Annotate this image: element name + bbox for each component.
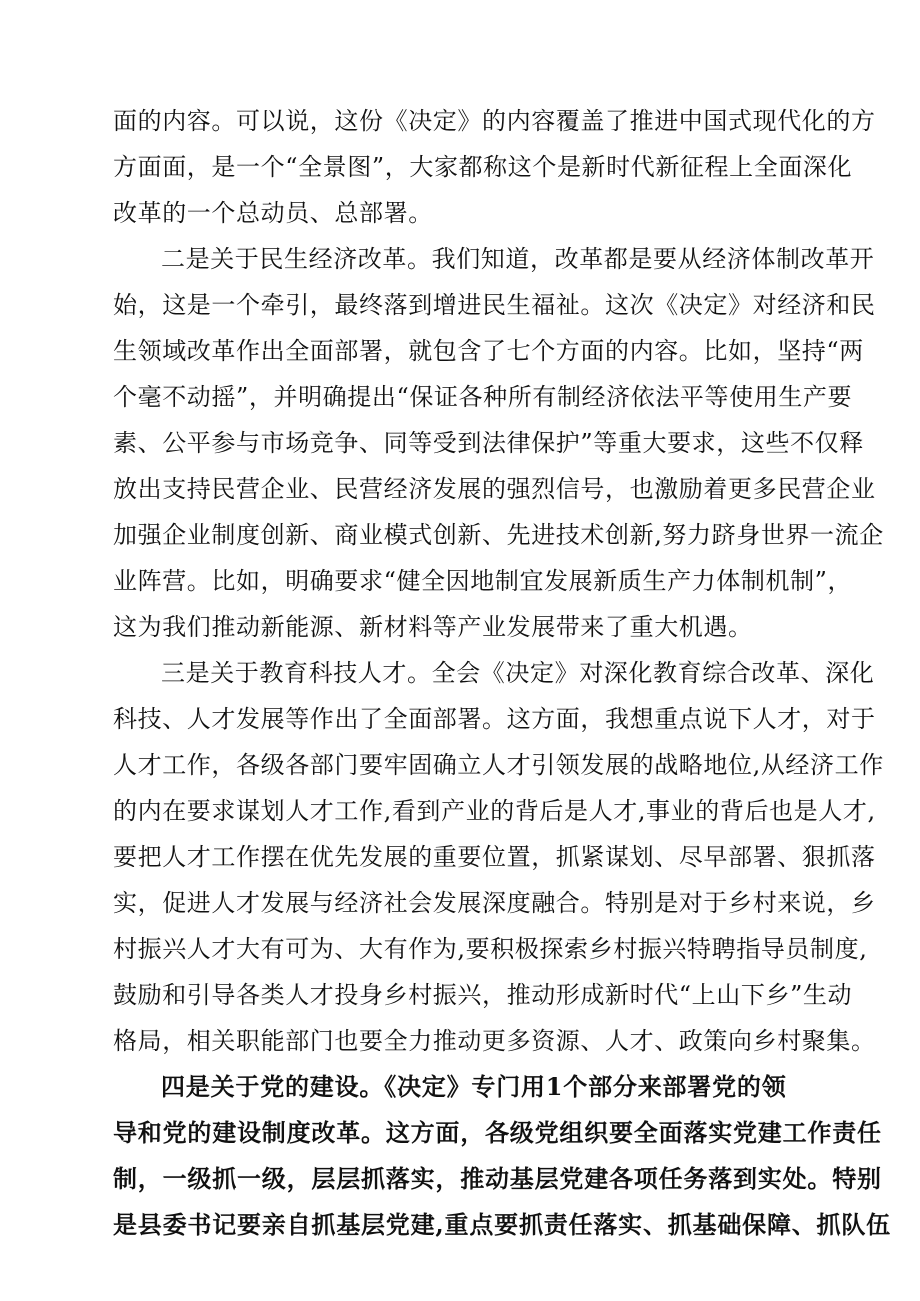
paragraph-line: 实，促进人才发展与经济社会发展深度融合。特别是对于乡村来说，乡 bbox=[113, 889, 876, 917]
paragraph-line: 科技、人才发展等作出了全面部署。这方面，我想重点说下人才，对于 bbox=[113, 705, 876, 733]
paragraph-line: 加强企业制度创新、商业模式创新、先进技术创新,努力跻身世界一流企 bbox=[113, 521, 884, 549]
paragraph-line: 生领域改革作出全面部署，就包含了七个方面的内容。比如，坚持“两 bbox=[113, 337, 864, 365]
paragraph-line: 面的内容。可以说，这份《决定》的内容覆盖了推进中国式现代化的方 bbox=[113, 107, 876, 135]
paragraph-line: 格局，相关职能部门也要全力推动更多资源、人才、政策向乡村聚集。 bbox=[113, 1027, 876, 1055]
paragraph-line: 业阵营。比如，明确要求“健全因地制宜发展新质生产力体制机制”， bbox=[113, 567, 853, 595]
paragraph-4 bbox=[113, 1064, 891, 1248]
paragraph-line: 人才工作，各级各部门要牢固确立人才引领发展的战略地位,从经济工作 bbox=[113, 751, 884, 779]
paragraph-line: 四是关于党的建设。《决定》专门用1个部分来部署党的领 bbox=[161, 1072, 787, 1101]
paragraph-line: 改革的一个总动员、总部署。 bbox=[113, 199, 433, 227]
paragraph-line: 方面面，是一个“全景图”，大家都称这个是新时代新征程上全面深化 bbox=[113, 153, 853, 181]
paragraph-line: 要把人才工作摆在优先发展的重要位置，抓紧谋划、尽早部署、狠抓落 bbox=[113, 843, 876, 871]
paragraph-line: 是县委书记要亲自抓基层党建,重点要抓责任落实、抓基础保障、抓队伍 bbox=[113, 1210, 891, 1239]
paragraph-line: 素、公平参与市场竞争、同等受到法律保护”等重大要求，这些不仅释 bbox=[113, 429, 864, 457]
paragraph-line: 的内在要求谋划人才工作,看到产业的背后是人才,事业的背后也是人才, bbox=[113, 797, 876, 825]
document-body bbox=[113, 98, 891, 1248]
paragraph-2 bbox=[113, 236, 884, 650]
paragraph-line: 二是关于民生经济改革。我们知道，改革都是要从经济体制改革开 bbox=[161, 245, 875, 273]
paragraph-line: 始，这是一个牵引，最终落到增进民生福祉。这次《决定》对经济和民 bbox=[113, 291, 876, 319]
paragraph-line: 放出支持民营企业、民营经济发展的强烈信号，也激励着更多民营企业 bbox=[113, 475, 876, 503]
paragraph-line: 个毫不动摇”，并明确提出“保证各种所有制经济依法平等使用生产要 bbox=[113, 383, 853, 411]
paragraph-3 bbox=[113, 650, 884, 1064]
paragraph-1 bbox=[113, 98, 876, 236]
paragraph-line: 制，一级抓一级，层层抓落实，推动基层党建各项任务落到实处。特别 bbox=[113, 1164, 882, 1193]
paragraph-line: 这为我们推动新能源、新材料等产业发展带来了重大机遇。 bbox=[113, 613, 753, 641]
paragraph-line: 鼓励和引导各类人才投身乡村振兴，推动形成新时代“上山下乡”生动 bbox=[113, 981, 853, 1009]
paragraph-line: 导和党的建设制度改革。这方面，各级党组织要全面落实党建工作责任 bbox=[113, 1118, 882, 1147]
paragraph-line: 村振兴人才大有可为、大有作为,要积极探索乡村振兴特聘指导员制度, bbox=[113, 935, 868, 963]
paragraph-line: 三是关于教育科技人才。全会《决定》对深化教育综合改革、深化 bbox=[161, 659, 875, 687]
